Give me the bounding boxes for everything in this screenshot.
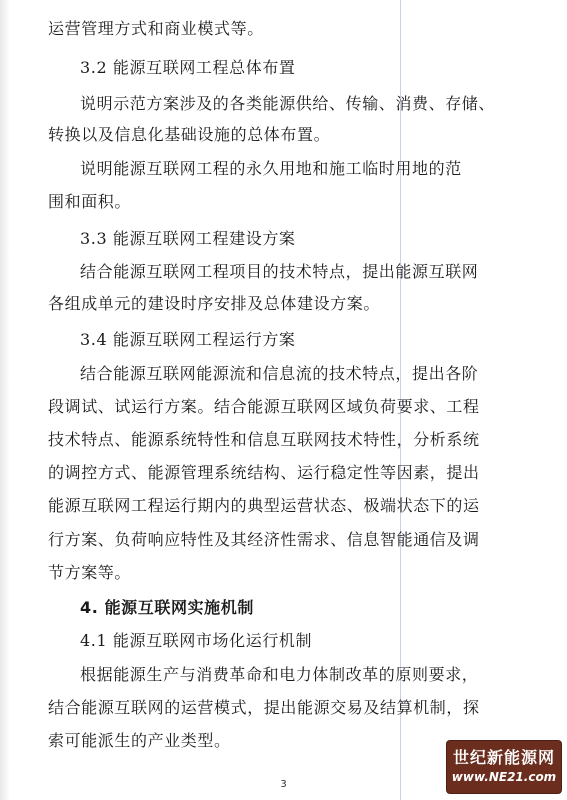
section-heading-3-2: 3.2 能源互联网工程总体布置 <box>80 58 296 77</box>
paragraph-line: 索可能派生的产业类型。 <box>48 731 231 750</box>
paragraph-line: 根据能源生产与消费革命和电力体制改革的原则要求， <box>80 665 479 684</box>
paragraph-line: 运营管理方式和商业模式等。 <box>48 19 264 38</box>
section-heading-4: 4. 能源互联网实施机制 <box>80 598 254 617</box>
paragraph-line: 说明能源互联网工程的永久用地和施工临时用地的范 <box>80 159 462 178</box>
paragraph-line: 段调试、试运行方案。结合能源互联网区域负荷要求、工程 <box>48 397 480 416</box>
site-watermark-logo <box>447 741 561 793</box>
paragraph-line: 结合能源互联网工程项目的技术特点，提出能源互联网 <box>80 262 479 281</box>
section-heading-3-4: 3.4 能源互联网工程运行方案 <box>80 330 296 349</box>
paragraph-line: 结合能源互联网的运营模式，提出能源交易及结算机制，探 <box>48 698 480 717</box>
section-heading-3-3: 3.3 能源互联网工程建设方案 <box>80 229 296 248</box>
paragraph-line: 各组成单元的建设时序安排及总体建设方案。 <box>48 294 381 313</box>
watermark-title: 世纪新能源网 <box>452 748 555 767</box>
paragraph-line: 技术特点、能源系统特性和信息互联网技术特性，分析系统 <box>48 430 480 449</box>
paragraph-line: 行方案、负荷响应特性及其经济性需求、信息智能通信及调 <box>48 530 480 549</box>
page-number: 3 <box>280 779 287 790</box>
scan-edge-shadow <box>0 0 10 800</box>
paragraph-line: 的调控方式、能源管理系统结构、运行稳定性等因素，提出 <box>48 463 480 482</box>
watermark-url: www.NE21.com <box>451 770 557 784</box>
paragraph-line: 节方案等。 <box>48 563 132 582</box>
paragraph-line: 结合能源互联网能源流和信息流的技术特点，提出各阶 <box>80 364 479 383</box>
paragraph-line: 转换以及信息化基础设施的总体布置。 <box>48 125 331 144</box>
section-heading-4-1: 4.1 能源互联网市场化运行机制 <box>80 631 313 650</box>
paragraph-line: 围和面积。 <box>48 192 132 211</box>
paragraph-line: 说明示范方案涉及的各类能源供给、传输、消费、存储、 <box>80 94 496 113</box>
paragraph-line: 能源互联网工程运行期内的典型运营状态、极端状态下的运 <box>48 496 480 515</box>
